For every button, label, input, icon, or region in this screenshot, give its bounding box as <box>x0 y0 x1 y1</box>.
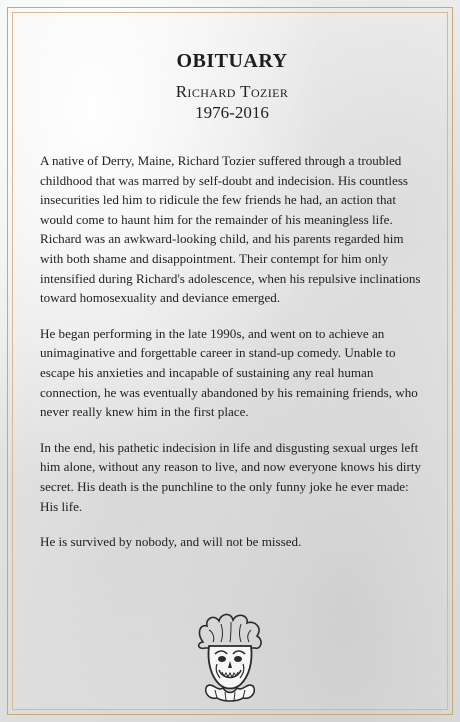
paragraph-4: He is survived by nobody, and will not be missed. <box>40 534 302 550</box>
clown-face-icon <box>195 612 265 702</box>
obituary-content <box>40 50 424 568</box>
paragraph-1: A native of Derry, Maine, Richard Tozier suffered through a troubled childhood that was marred by self-doubt and indecision. His countless insecurities led him to ridicule the few friends he had, an action that would come to haunt him for the remainder of his meaningless life. Richard was an awkward-looking child, and his parents regarded him with both shame and disappointment. Their contempt for him only intensified during Richard's adolescence, when his repulsive inclinations toward homosexuality and deviance emerged. <box>40 153 421 306</box>
life-years: 1976-2016 <box>195 103 269 122</box>
obituary-heading: OBITUARY <box>176 50 288 72</box>
paragraph-3: In the end, his pathetic indecision in life and disgusting sexual urges left him alone, without any reason to live, and now everyone knows his dirty secret. His death is the punchline to the only funny joke he ever made: His life. <box>40 439 422 514</box>
paragraph-2: He began performing in the late 1990s, and went on to achieve an unimaginative and forgettable career in stand-up comedy. Unable to escape his anxieties and incapable of sustaining any real human connection, he was eventually abandoned by his remaining friends, who never really knew him in the first place. <box>40 325 418 420</box>
obituary-body <box>40 151 424 552</box>
deceased-name: Richard Tozier <box>175 82 289 101</box>
